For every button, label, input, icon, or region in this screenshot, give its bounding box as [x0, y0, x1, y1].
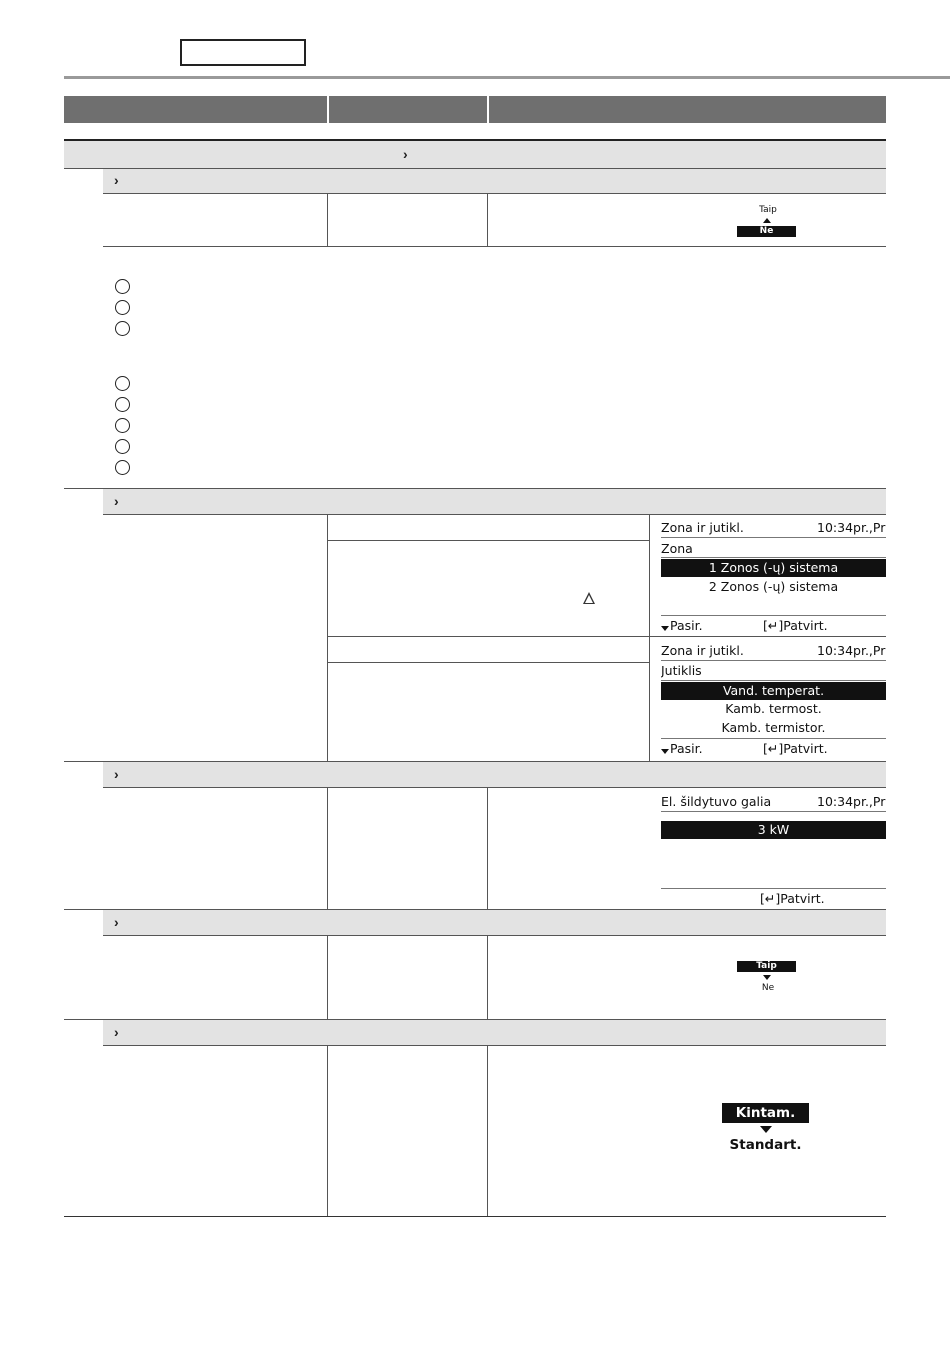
row-divider — [327, 662, 649, 663]
screen-title: Zona ir jutikl. — [661, 643, 744, 658]
chevron-right-icon: › — [114, 1024, 119, 1040]
screen-divider — [661, 537, 886, 538]
screen-title-row — [661, 520, 886, 535]
col-divider — [487, 1046, 488, 1216]
col-divider — [327, 936, 328, 1019]
screen-title-row — [661, 643, 886, 658]
subgroup-header — [103, 910, 886, 935]
circled-number-icon — [115, 460, 130, 475]
table-header — [64, 96, 886, 123]
chevron-right-icon: › — [114, 493, 119, 509]
screen-footer-left: Pasir. — [670, 741, 703, 756]
toggle-option-selected: Ne — [737, 226, 796, 237]
screen-value-selected: 3 kW — [661, 821, 886, 839]
screen-footer-right: [↵]Patvirt. — [763, 618, 828, 633]
toggle-option-top: Taip — [759, 205, 777, 215]
subgroup-header — [103, 169, 886, 193]
row-divider — [103, 193, 886, 194]
subgroup-header — [103, 1020, 886, 1045]
chevron-right-icon: › — [114, 766, 119, 782]
screen-option: Kamb. termost. — [725, 701, 822, 716]
screen-subtitle: Zona — [661, 541, 693, 556]
arrow-down-icon — [760, 1126, 772, 1133]
subgroup-header — [103, 762, 886, 787]
col-divider — [649, 515, 650, 761]
header-divider — [487, 96, 489, 123]
chevron-right-icon: › — [403, 146, 408, 162]
col-divider — [327, 194, 328, 246]
screen-title: El. šildytuvo galia — [661, 794, 772, 809]
circled-number-icon — [115, 279, 130, 294]
screen-option: 2 Zonos (-ų) sistema — [708, 579, 839, 594]
col-divider — [487, 936, 488, 1019]
screen-divider — [661, 738, 886, 739]
screen-divider — [661, 557, 886, 558]
mode-option: Standart. — [729, 1137, 802, 1153]
arrow-down-icon — [661, 626, 669, 631]
row-divider — [103, 1045, 886, 1046]
arrow-down-icon — [763, 975, 771, 980]
screen-footer-left: Pasir. — [670, 618, 703, 633]
screen-divider — [661, 680, 886, 681]
mode-option-selected: Kintam. — [722, 1103, 809, 1123]
circled-number-icon — [115, 439, 130, 454]
circled-number-icon — [115, 300, 130, 315]
col-divider — [487, 194, 488, 246]
screen-option-selected: Vand. temperat. — [661, 682, 886, 700]
col-divider — [327, 515, 328, 761]
screen-time: 10:34pr.,Pr — [817, 794, 886, 809]
col-divider — [327, 1046, 328, 1216]
screen-time: 10:34pr.,Pr — [817, 643, 886, 658]
screen-footer-right: [↵]Patvirt. — [760, 891, 825, 906]
toggle-option-selected: Taip — [737, 961, 796, 972]
row-divider — [327, 540, 649, 541]
screen-option-selected: 1 Zonos (-ų) sistema — [661, 559, 886, 577]
screen-divider — [661, 660, 886, 661]
row-divider — [103, 514, 886, 515]
row-divider — [327, 636, 886, 637]
screen-subtitle: Jutiklis — [661, 663, 702, 678]
circled-number-icon — [115, 321, 130, 336]
toggle-option: Ne — [761, 983, 775, 993]
row-divider — [103, 787, 886, 788]
header-divider — [327, 96, 329, 123]
group-header-row — [64, 141, 886, 168]
arrow-up-icon — [763, 218, 771, 223]
row-divider — [103, 246, 886, 247]
screen-divider — [661, 615, 886, 616]
col-divider — [327, 788, 328, 909]
screen-divider — [661, 811, 886, 812]
chevron-right-icon: › — [114, 172, 119, 188]
page-label-box — [180, 39, 306, 66]
chevron-right-icon: › — [114, 914, 119, 930]
warning-triangle-icon-inner — [585, 595, 593, 603]
screen-option: Kamb. termistor. — [721, 720, 826, 735]
screen-divider — [661, 888, 886, 889]
screen-time: 10:34pr.,Pr — [817, 520, 886, 535]
subgroup-header — [103, 489, 886, 514]
row-divider — [103, 935, 886, 936]
table-bottom-line — [64, 1216, 886, 1217]
screen-footer-right: [↵]Patvirt. — [763, 741, 828, 756]
circled-number-icon — [115, 397, 130, 412]
circled-number-icon — [115, 376, 130, 391]
screen-title: Zona ir jutikl. — [661, 520, 744, 535]
col-divider — [487, 788, 488, 909]
screen-title-row — [661, 794, 886, 809]
circled-number-icon — [115, 418, 130, 433]
top-divider — [64, 76, 950, 79]
arrow-down-icon — [661, 749, 669, 754]
